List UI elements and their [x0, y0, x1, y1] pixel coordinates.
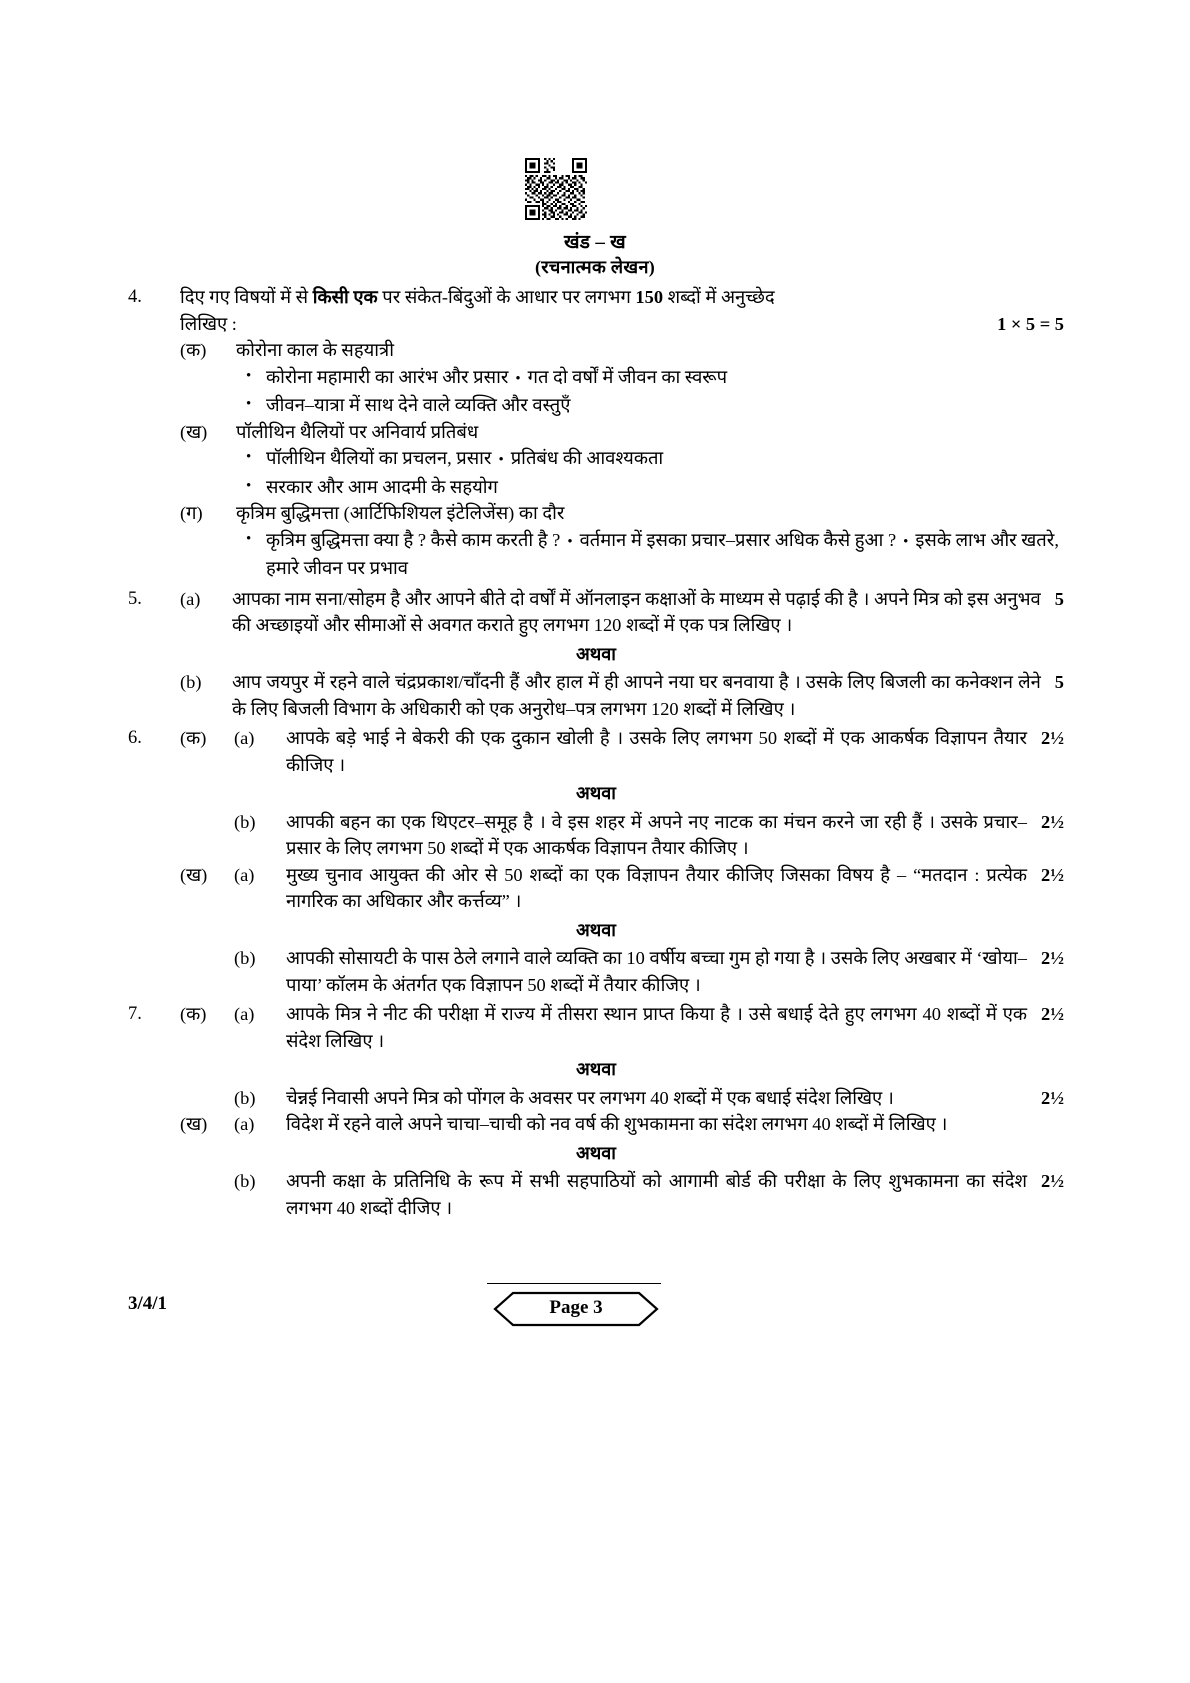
q5a-body: आपका नाम सना/सोहम है और आपने बीते दो वर्षों में ऑनलाइन कक्षाओं के माध्यम से पढ़ाई की है । अपने मित्र को इस अनुभव की अच्छाइयों और सीमाओं से अवगत कराते हुए लगभग 120 शब्दों में एक पत्र लिखिए ।	[232, 588, 1041, 635]
paper-code: 3/4/1	[128, 1293, 168, 1314]
question-5-number: 5.	[128, 588, 142, 609]
q4-stem-part2: पर संकेत-बिंदुओं के आधार पर लगभग	[377, 287, 636, 307]
list-item	[236, 474, 1064, 501]
q4-ka-bullet-2: गत दो वर्षों में जीवन का स्वरूप	[527, 366, 728, 387]
list-item	[236, 392, 1064, 419]
q4-option-ka-title: कोरोना काल के सहयात्री	[236, 340, 394, 360]
question-7-kha-b-label: (b)	[234, 1171, 256, 1191]
question-5-part-b-label: (b)	[180, 672, 202, 692]
qr-code-icon	[525, 158, 587, 220]
question-6-ka-b-marks: 2½	[1041, 811, 1064, 832]
question-6-ka-b-label: (b)	[234, 811, 256, 832]
q7ka-b-body: चेन्नई निवासी अपने मित्र को पोंगल के अवसर पर लगभग 40 शब्दों में एक बधाई संदेश लिखिए ।	[286, 1087, 894, 1108]
question-6-group-ka-label: (क)	[180, 728, 207, 748]
q4-ga-bullet-1: कृत्रिम बुद्धिमत्ता क्या है ? कैसे काम करती है ?	[266, 529, 561, 550]
question-6-ka-alt-separator: अथवा	[576, 783, 616, 803]
section-subtitle: (रचनात्मक लेखन)	[534, 257, 656, 277]
question-7-ka-b-marks: 2½	[1041, 1087, 1064, 1108]
question-7-kha-b	[128, 1168, 1064, 1221]
q4-stem-line2-row	[180, 311, 1064, 338]
inline-bullet-icon	[491, 448, 510, 468]
q4-stem-part1: दिए गए विषयों में से	[180, 287, 313, 307]
q4-stem-wordcount: 150	[635, 287, 664, 307]
question-5-alt-separator: अथवा	[576, 643, 616, 664]
question-7-ka-b-label: (b)	[234, 1087, 256, 1108]
question-4	[128, 284, 1064, 582]
section-title: खंड – ख	[563, 232, 627, 253]
question-7-ka-a-marks: 2½	[1041, 1004, 1064, 1024]
q7kha-b-body: अपनी कक्षा के प्रतिनिधि के रूप में सभी सहपाठियों को आगामी बोर्ड की परीक्षा के लिए शुभकामना का संदेश लगभग 40 शब्दों दीजिए ।	[286, 1171, 1027, 1218]
q6ka-b-body: आपकी बहन का एक थिएटर–समूह है । वे इस शहर में अपने नए नाटक का मंचन करने जा रही हैं । उसके प्रचार–प्रसार के लिए लगभग 50 शब्दों में एक आकर्षक विज्ञापन तैयार कीजिए ।	[286, 811, 1027, 858]
q4-kha-bullet-1: पॉलीथिन थैलियों का प्रचलन, प्रसार	[266, 448, 492, 468]
q4-ka-bullet-1: कोरोना महामारी का आरंभ और प्रसार	[266, 366, 509, 387]
inline-bullet-icon	[896, 530, 915, 550]
question-7-group-kha-label: (ख)	[180, 1114, 208, 1134]
q7kha-a-body: विदेश में रहने वाले अपने चाचा–चाची को नव वर्ष की शुभकामना का संदेश लगभग 40 शब्दों में लिखिए ।	[286, 1114, 948, 1134]
q6ka-a-body: आपके बड़े भाई ने बेकरी की एक दुकान खोली है । उसके लिए लगभग 50 शब्दों में एक आकर्षक विज्ञापन तैयार कीजिए ।	[286, 728, 1027, 775]
question-7-kha-a-text	[286, 1111, 1064, 1138]
list-item	[236, 527, 1064, 582]
q4-option-ka-bullets	[236, 364, 1064, 419]
q7ka-a-body: आपके मित्र ने नीट की परीक्षा में राज्य में तीसरा स्थान प्राप्त किया है । उसे बधाई देते हुए लगभग 40 शब्दों में एक संदेश लिखिए ।	[286, 1004, 1027, 1051]
question-6-ka-a-label: (a)	[234, 728, 255, 748]
question-4-number: 4.	[128, 287, 142, 307]
question-6-ka-a-marks: 2½	[1041, 728, 1064, 748]
q4-option-kha-title: पॉलीथिन थैलियों पर अनिवार्य प्रतिबंध	[236, 421, 479, 442]
q5b-body: आप जयपुर में रहने वाले चंद्रप्रकाश/चाँदनी हैं और हाल में ही आपने नया घर बनवाया है । उसके लिए बिजली का कनेक्शन लेने के लिए बिजली विभाग के अधिकारी को एक अनुरोध–पत्र लगभग 120 शब्दों में लिखिए ।	[232, 672, 1041, 719]
question-6-kha-a-text	[286, 862, 1064, 915]
question-7-ka-a-label: (a)	[234, 1004, 255, 1024]
question-7-kha-b-text	[286, 1168, 1064, 1221]
q4-kha-bullet-2: प्रतिबंध की आवश्यकता	[510, 448, 664, 468]
q4-option-ga	[180, 500, 1064, 582]
question-6-group-kha-label: (ख)	[180, 864, 208, 885]
question-4-stem	[180, 284, 1064, 311]
q4-stem-part3: शब्दों में अनुच्छेद	[663, 287, 775, 307]
question-6-ka-b	[128, 809, 1064, 862]
question-7-ka-alt-separator: अथवा	[576, 1059, 616, 1079]
q4-ga-bullet-2: वर्तमान में इसका प्रचार–प्रसार अधिक कैसे हुआ ?	[579, 529, 897, 550]
q4-marks: 1 × 5 = 5	[997, 313, 1064, 334]
q4-option-ga-bullets	[236, 527, 1064, 582]
q4-stem-line2: लिखिए :	[180, 313, 237, 334]
question-6-kha-a-marks: 2½	[1041, 864, 1064, 885]
question-5	[128, 586, 1064, 639]
page-number-label: Page 3	[549, 1297, 603, 1318]
question-6-kha-b-text	[286, 945, 1064, 998]
question-5-part-a-text	[232, 586, 1064, 639]
question-6-kha-b	[128, 945, 1064, 998]
question-7-ka-b-text	[286, 1085, 1064, 1112]
q4-option-ga-title: कृत्रिम बुद्धिमत्ता (आर्टिफिशियल इंटेलिजेंस) का दौर	[236, 503, 565, 523]
question-6-ka-a-text	[286, 725, 1064, 778]
question-7-kha-alt-separator: अथवा	[576, 1142, 616, 1163]
question-5-part-b-text	[232, 669, 1064, 722]
question-7-kha-a-label: (a)	[234, 1114, 255, 1134]
questions-container	[128, 284, 1064, 1221]
q4-option-ga-label: (ग)	[180, 503, 203, 523]
q6kha-a-body: मुख्य चुनाव आयुक्त की ओर से 50 शब्दों का एक विज्ञापन तैयार कीजिए जिसका विषय है – “मतदान : प्रत्येक नागरिक का अधिकार और कर्त्तव्य” ।	[286, 864, 1027, 911]
question-6-number: 6.	[128, 728, 142, 748]
question-6-kha-b-label: (b)	[234, 948, 256, 968]
question-6-kha-a	[128, 862, 1064, 915]
q6kha-b-body: आपकी सोसायटी के पास ठेले लगाने वाले व्यक्ति का 10 वर्षीय बच्चा गुम हो गया है । उसके लिए अखबार में ‘खोया–पाया’ कॉलम के अंतर्गत एक विज्ञापन 50 शब्दों में तैयार कीजिए ।	[286, 948, 1027, 995]
question-5-part-b-marks: 5	[1054, 672, 1064, 692]
question-7	[128, 1001, 1064, 1054]
q4-stem-emphasis: किसी एक	[312, 287, 378, 307]
q4-ga-bullet-3: इसके लाभ और खतरे, हमारे जीवन पर प्रभाव	[266, 529, 1059, 578]
inline-bullet-icon	[560, 530, 579, 550]
question-7-ka-a-text	[286, 1001, 1064, 1054]
question-6-kha-a-label: (a)	[234, 864, 255, 885]
question-6-kha-b-marks: 2½	[1041, 948, 1064, 968]
list-item	[236, 364, 1064, 393]
question-6-kha-alt-separator: अथवा	[576, 919, 616, 940]
q4-option-kha	[180, 419, 1064, 501]
question-7-kha-a	[128, 1111, 1064, 1138]
question-5-part-a-label: (a)	[180, 588, 201, 609]
question-7-group-ka-label: (क)	[180, 1004, 207, 1024]
list-item	[236, 445, 1064, 474]
question-5-part-a-marks: 5	[1054, 588, 1064, 609]
question-6	[128, 725, 1064, 778]
question-7-kha-b-marks: 2½	[1041, 1171, 1064, 1191]
q4-option-ka	[180, 337, 1064, 419]
footer-divider	[487, 1283, 661, 1284]
question-7-ka-b	[128, 1085, 1064, 1112]
inline-bullet-icon	[508, 367, 527, 387]
q4-option-kha-label: (ख)	[180, 421, 208, 442]
q4-option-kha-bullets	[236, 445, 1064, 500]
question-5-part-b	[128, 669, 1064, 722]
q4-kha-bullet-3: सरकार और आम आदमी के सहयोग	[266, 476, 498, 497]
q4-option-ka-label: (क)	[180, 340, 207, 360]
q4-ka-bullet-3: जीवन–यात्रा में साथ देने वाले व्यक्ति और वस्तुएँ	[266, 395, 571, 415]
question-6-ka-b-text	[286, 809, 1064, 862]
question-7-number: 7.	[128, 1004, 142, 1024]
